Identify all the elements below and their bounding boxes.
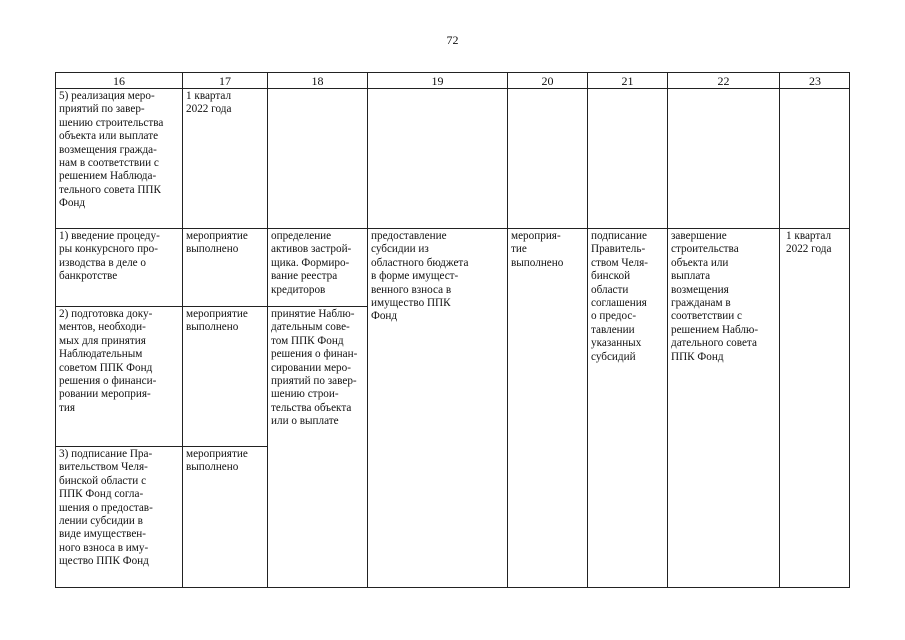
merged-col-19: предоставление субсидии из областного бюджета в форме имущест- венного взноса в имущество ППК Фонд (367, 228, 507, 588)
sub-row-1-col-16: 1) введение процеду- ры конкурсного про- изводства в деле о банкротстве (55, 228, 182, 306)
header-col-21: 21 (587, 72, 667, 88)
header-col-17: 17 (182, 72, 267, 88)
sub-row-1-col-18: определение активов застрой- щика. Формиро- вание реестра кредиторов (267, 228, 367, 306)
merged-col-21: подписание Правитель- ством Челя- бинской области соглашения о предос- тавлении указанных субсидий (587, 228, 667, 588)
header-col-18: 18 (267, 72, 367, 88)
merged-col-20: мероприя- тие выполнено (507, 228, 587, 588)
row-main-col-17: 1 квартал 2022 года (182, 88, 267, 228)
measures-table (55, 72, 850, 588)
header-col-20: 20 (507, 72, 587, 88)
sub-row-2-col-16: 2) подготовка доку- ментов, необходи- мых для принятия Наблюдательным советом ППК Фонд решения о финанси- ровании мероприя- тия (55, 306, 182, 446)
merged-col-22: завершение строительства объекта или выплата возмещения гражданам в соответствии с решением Наблю- дательного совета ППК Фонд (667, 228, 779, 588)
sub-row-1-col-17: мероприятие выполнено (182, 228, 267, 306)
header-col-16: 16 (55, 72, 182, 88)
row-main-col-16: 5) реализация меро- приятий по завер- шению строительства объекта или выплате возмещения гражда- нам в соответствии с решением Наблюда- тельного совета ППК Фонд (55, 88, 182, 228)
row-main-col-22 (667, 88, 779, 228)
merged-col-23: 1 квартал 2022 года (779, 228, 850, 588)
page-number: 72 (446, 33, 459, 47)
header-col-22: 22 (667, 72, 779, 88)
header-col-23: 23 (779, 72, 850, 88)
row-main-col-21 (587, 88, 667, 228)
row-main-col-18 (267, 88, 367, 228)
sub-row-2-col-18: принятие Наблю- дательным сове- том ППК Фонд решения о финан- сировании меро- приятий по завер- шению строи- тельства объекта или о выплате (267, 306, 367, 588)
row-main-col-20 (507, 88, 587, 228)
header-col-19: 19 (367, 72, 507, 88)
sub-row-3-col-17: мероприятие выполнено (182, 446, 267, 588)
row-main-col-23 (779, 88, 850, 228)
row-main-col-19 (367, 88, 507, 228)
sub-row-2-col-17: мероприятие выполнено (182, 306, 267, 446)
sub-row-3-col-16: 3) подписание Пра- вительством Челя- бинской области с ППК Фонд согла- шения о предостав- лении субсидии в виде имуществен- ного взноса в иму- щество ППК Фонд (55, 446, 182, 588)
